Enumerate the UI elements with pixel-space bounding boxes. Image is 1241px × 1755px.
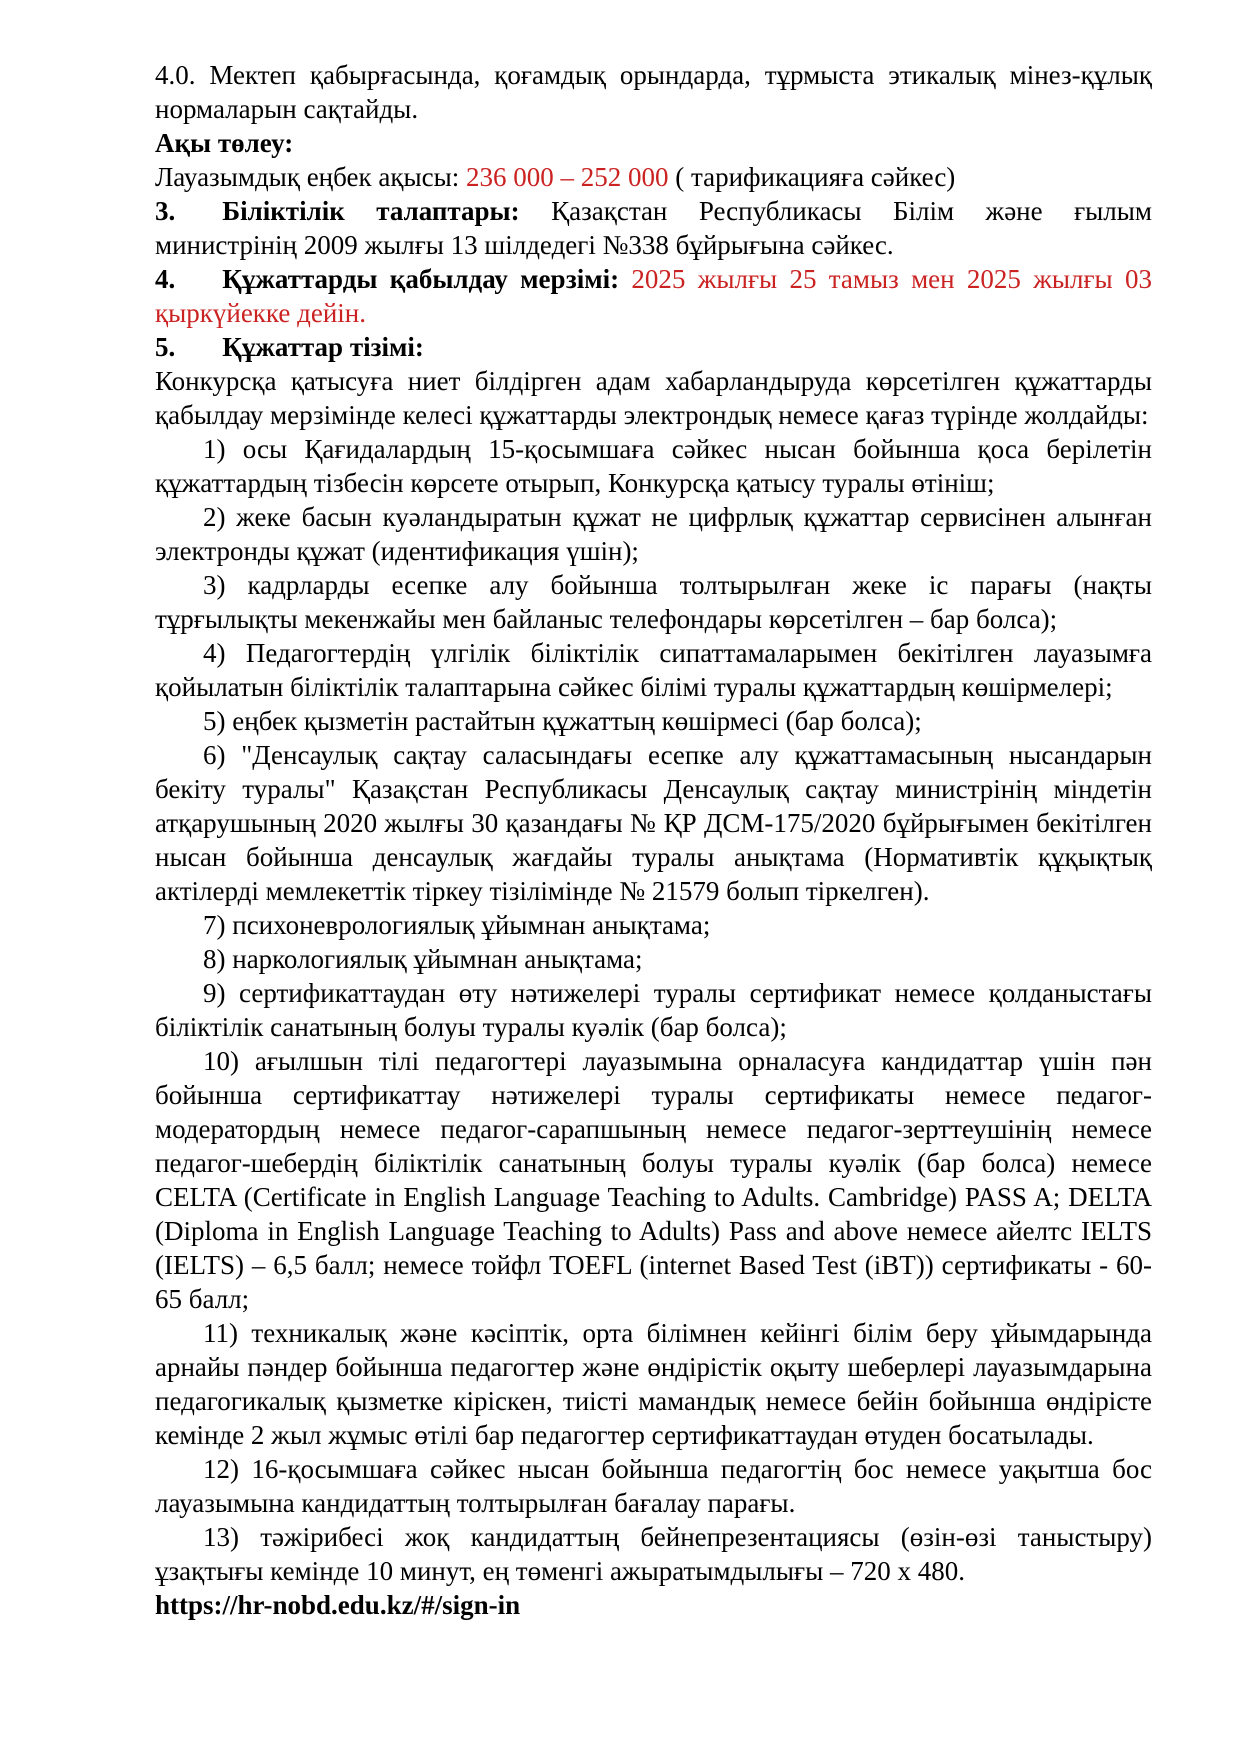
text-run: 4) Педагогтердің үлгілік біліктілік сипаттамаларымен бекітілген лауазымға қойылатын біліктілік талаптарына сәйкес білімі туралы құжаттардың көшірмелері; (155, 638, 1152, 702)
list-item-10 (155, 1044, 1152, 1316)
bold-text: 3. (155, 196, 176, 226)
text-run: 2) жеке басын куәландыратын құжат не цифрлық құжаттар сервисінен алынған электронды құжат (идентификация үшін); (155, 502, 1152, 566)
para-salary (155, 160, 1152, 194)
text-run: 5) еңбек қызметін растайтын құжаттың көшірмесі (бар болса); (203, 706, 922, 736)
text-run: 7) психоневрологиялық ұйымнан анықтама; (203, 910, 711, 940)
document-body (155, 58, 1152, 1622)
bold-text: Біліктілік талаптары: (222, 196, 552, 226)
para-ethics (155, 58, 1152, 126)
text-run: Қазақстан Республикасы Білім және ғылым министрінің 2009 жылғы 13 шілдедегі №338 бұйрығына сәйкес. (155, 196, 1153, 260)
text-run: 12) 16-қосымшаға сәйкес нысан бойынша педагогтің бос немесе уақытша бос лауазымына кандидаттың толтырылған бағалау парағы. (155, 1454, 1152, 1518)
bold-text: Ақы төлеу: (155, 128, 294, 158)
signin-url-text: https://hr-nobd.edu.kz/#/sign-in (155, 1590, 521, 1620)
list-item-11 (155, 1316, 1152, 1452)
list-item-9 (155, 976, 1152, 1044)
text-run: Конкурсқа қатысуға ниет білдірген адам хабарландыруда көрсетілген құжаттарды қабылдау мерзімінде келесі құжаттарды электрондық немесе қағаз түрінде жолдайды: (155, 366, 1152, 430)
text-run: 9) сертификаттаудан өту нәтижелері туралы сертификат немесе қолданыстағы біліктілік санатының болуы туралы куәлік (бар болса); (155, 978, 1152, 1042)
text-run: 6) "Денсаулық сақтау саласындағы есепке алу құжаттамасының нысандарын бекіту туралы" Қазақстан Республикасы Денсаулық сақтау министрінің міндетін атқарушының 2020 жылғы 30 қазандағы № ҚР ДСМ-175/2020 бұйрығымен бекітілген нысан бойынша денсаулық жағдайы туралы анықтама (Нормативтік құқықтық актілерді мемлекеттік тіркеу тізілімінде № 21579 болып тіркелген). (155, 740, 1152, 906)
deadline-dates: 2025 жылғы 25 тамыз мен 2025 жылғы 03 қыркүйекке дейін. (155, 264, 1152, 328)
para-documents-deadline (155, 262, 1152, 330)
list-item-12 (155, 1452, 1152, 1520)
text-run: 4.0. Мектеп қабырғасында, қоғамдық орындарда, тұрмыста этикалық мінез-құлық нормаларын сақтайды. (155, 60, 1152, 124)
signin-url[interactable] (155, 1588, 1152, 1622)
list-item-6 (155, 738, 1152, 908)
bold-text: 4. (155, 264, 176, 294)
heading-payment (155, 126, 1152, 160)
text-run: 13) тәжірибесі жоқ кандидаттың бейнепрезентациясы (өзін-өзі таныстыру) ұзақтығы кемінде 10 минут, ең төменгі ажыратымдылығы – 720 x 480. (155, 1522, 1152, 1586)
para-qualification-requirements (155, 194, 1152, 262)
list-item-2 (155, 500, 1152, 568)
text-run: ( тарификацияға сәйкес) (668, 162, 956, 192)
text-run: 10) ағылшын тілі педагогтері лауазымына орналасуға кандидаттар үшін пән бойынша сертификаттау нәтижелері туралы сертификаты немесе педагог-модератордың немесе педагог-сарапшының немесе педагог-зерттеушінің немесе педагог-шебердің біліктілік санатының болуы туралы куәлік (бар болса) немесе CELTA (Certificate in English Language Teaching to Adults. Cambridge) PASS A; DELTA (Diploma in English Language Teaching to Adults) Pass and above немесе айелтс IELTS (IELTS) – 6,5 балл; немесе тойфл TOEFL (internet Based Test (iBT)) сертификаты - 60-65 балл; (155, 1046, 1152, 1314)
list-item-13 (155, 1520, 1152, 1588)
text-run: 3) кадрларды есепке алу бойынша толтырылған жеке іс парағы (нақты тұрғылықты мекенжайы мен байланыс телефондары көрсетілген – бар болса); (155, 570, 1152, 634)
list-item-7 (155, 908, 1152, 942)
list-item-3 (155, 568, 1152, 636)
text-run: 11) техникалық және кәсіптік, орта білімнен кейінгі білім беру ұйымдарында арнайы пәндер бойынша педагогтер және өндірістік оқыту шеберлері лауазымдарына педагогикалық қызметке кіріскен, тиісті мамандық немесе бейін бойынша өндірісте кемінде 2 жыл жұмыс өтілі бар педагогтер сертификаттаудан өтуден босатылады. (155, 1318, 1152, 1450)
list-item-1 (155, 432, 1152, 500)
salary-range: 236 000 – 252 000 (465, 162, 669, 192)
text-run: 1) осы Қағидалардың 15-қосымшаға сәйкес нысан бойынша қоса берілетін құжаттардың тізбесін көрсете отырып, Конкурсқа қатысу туралы өтініш; (155, 434, 1152, 498)
list-item-8 (155, 942, 1152, 976)
text-run: Лауазымдық еңбек ақысы: (155, 162, 466, 192)
heading-documents-list (155, 330, 1152, 364)
bold-text: Құжаттар тізімі: (222, 332, 424, 362)
list-item-4 (155, 636, 1152, 704)
para-intro (155, 364, 1152, 432)
bold-text: 5. (155, 332, 176, 362)
bold-text: Құжаттарды қабылдау мерзімі: (222, 264, 632, 294)
text-run: 8) наркологиялық ұйымнан анықтама; (203, 944, 643, 974)
list-item-5 (155, 704, 1152, 738)
